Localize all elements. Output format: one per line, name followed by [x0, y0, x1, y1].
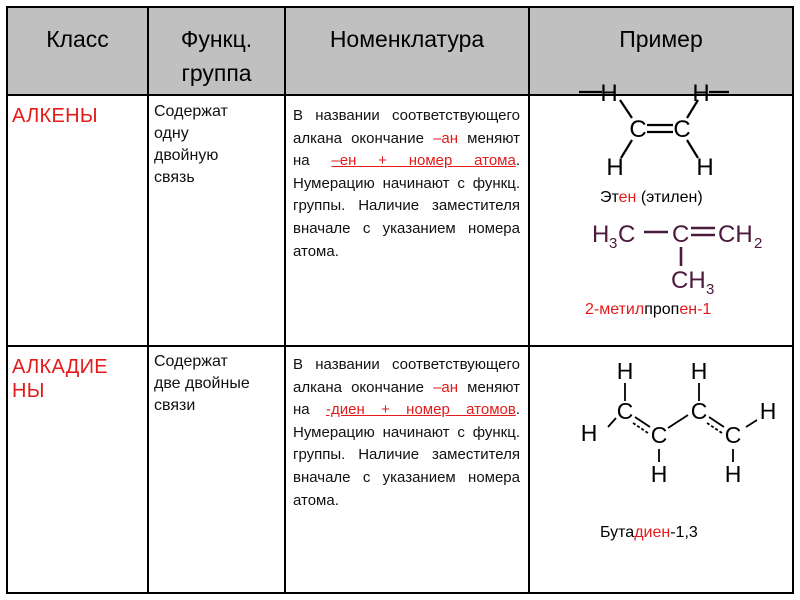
ethene-structure [575, 78, 735, 186]
nomenclature-alkadienes [293, 354, 520, 512]
class-alkadienes-line2: НЫ [12, 380, 45, 402]
bd-name-prefix: Бута [600, 524, 635, 541]
group-alkenes [154, 101, 228, 189]
methylpropene-labels [592, 221, 762, 296]
column-separator-2 [284, 6, 286, 593]
bd-c3: C [690, 398, 708, 424]
column-separator-1 [147, 6, 149, 593]
ethene-name [600, 188, 703, 208]
nom-alkadienes-p1: В названии соответствующего алкана окончание [293, 356, 520, 396]
nom-alkenes-p3: . Нумерацию начинают с функц. группы. Наличие заместителя вначале с указанием номера атома. [293, 152, 520, 260]
bd-h3: H [759, 398, 777, 424]
mp-c1: C [618, 221, 636, 248]
ethene-name-prefix: Эт [600, 189, 619, 206]
header-nomenclature: Номенклатура [329, 26, 485, 52]
bd-h2: H [690, 358, 708, 384]
ethene-name-suffix: ен [618, 189, 637, 206]
mp-sub3a: 3 [609, 235, 618, 252]
bd-h4: H [580, 420, 598, 446]
mp-ch3: CH [671, 267, 706, 294]
bd-name-rest: -1,3 [670, 524, 698, 541]
header-class: Класс [46, 26, 109, 52]
nom-alkenes-old-suffix: –ан [433, 129, 459, 147]
mp-sub3b: 3 [706, 281, 715, 296]
nom-alkadienes-new-suffix: -диен + номер атомов [325, 401, 516, 419]
table-border-left [6, 6, 8, 593]
header-example: Пример [619, 26, 703, 52]
group-alkenes-line1: Содержат [154, 103, 228, 120]
group-alkenes-line4: связь [154, 169, 195, 186]
ethene-c1: C [629, 116, 647, 143]
mp-h: H [592, 221, 610, 248]
nom-alkadienes-old-suffix: –ан [433, 378, 459, 396]
mp-name-mid: проп [644, 301, 680, 318]
nom-alkenes-p1: В названии соответствующего алкана окончание [293, 107, 520, 147]
class-alkadienes-line1: АЛКАДИЕ [12, 356, 108, 378]
nom-alkenes-new-suffix: –ен + номер атома [331, 152, 516, 170]
methylpropene-structure [588, 214, 778, 296]
ethene-h1: H [600, 80, 618, 107]
butadiene-name [600, 523, 698, 543]
mp-name-suffix: ен [679, 301, 698, 318]
nom-alkadienes-p3: . Нумерацию начинают с функц. группы. Наличие заместителя вначале с указанием номера атома. [293, 401, 520, 509]
bd-h5: H [650, 461, 668, 487]
group-alkadienes-line3: связи [154, 397, 196, 414]
butadiene-labels [581, 358, 777, 487]
methylpropene-name [585, 300, 711, 320]
ethene-name-rest: (этилен) [636, 189, 703, 206]
bd-c1: C [616, 398, 634, 424]
bd-c4: C [724, 422, 742, 448]
ethene-h4: H [696, 154, 714, 181]
header-group [149, 22, 284, 90]
mp-ch2: CH [718, 221, 753, 248]
row-separator [6, 345, 794, 347]
nomenclature-alkenes [293, 105, 520, 263]
ethene-h2: H [692, 80, 710, 107]
nom-alkenes-p2: меняют на [293, 129, 521, 170]
group-alkadienes-line2: две двойные [154, 375, 250, 392]
table-border-right [792, 6, 794, 593]
bd-c2: C [650, 422, 668, 448]
mp-c2: C [672, 221, 690, 248]
class-alkadienes [12, 355, 108, 403]
mp-sub2: 2 [754, 235, 763, 252]
mp-name-prefix: 2-метил [585, 301, 645, 318]
header-group-line1: Функц. [180, 26, 253, 52]
header-group-line2: группа [181, 60, 252, 86]
ethene-c2: C [673, 116, 691, 143]
group-alkadienes-line1: Содержат [154, 353, 228, 370]
group-alkenes-line3: двойную [154, 147, 219, 164]
group-alkenes-line2: одну [154, 125, 189, 142]
group-alkadienes [154, 351, 250, 417]
bd-name-suffix: диен [634, 524, 671, 541]
butadiene-structure [570, 355, 790, 495]
class-alkenes: АЛКЕНЫ [12, 105, 98, 127]
bd-h6: H [724, 461, 742, 487]
table-border-bottom [6, 592, 794, 594]
mp-name-rest: -1 [697, 301, 712, 318]
bd-h1: H [616, 358, 634, 384]
column-separator-3 [528, 6, 530, 593]
table-border-top [6, 6, 794, 8]
ethene-h3: H [606, 154, 624, 181]
nom-alkadienes-p2: меняют на [293, 378, 521, 419]
